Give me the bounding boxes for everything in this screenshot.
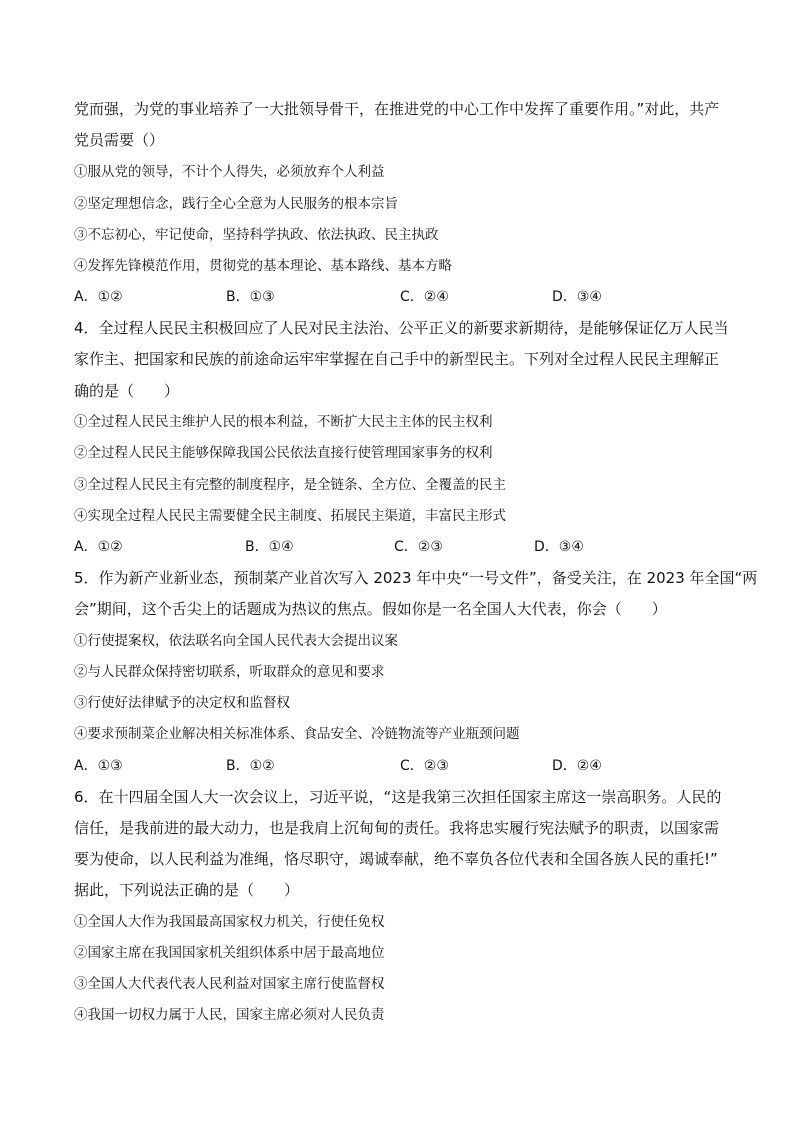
question-4-option-3: ③全过程人民民主有完整的制度程序，是全链条、全方位、全覆盖的民主 [74,477,506,493]
question-5-option-2: ②与人民群众保持密切联系，听取群众的意见和要求 [74,664,385,680]
question-3-stem-line-2: 党员需要（） [74,131,165,149]
question-4-choice-a[interactable]: A．①② [74,539,123,555]
question-5-choice-b[interactable]: B．①② [226,758,275,774]
question-3-option-1: ①服从党的领导，不计个人得失，必须放弃个人利益 [74,164,385,180]
question-3-choice-a[interactable]: A．①② [74,289,123,305]
question-3-choice-b[interactable]: B．①③ [226,289,275,305]
question-5-choice-d[interactable]: D．②④ [552,758,602,774]
question-3-option-3: ③不忘初心，牢记使命，坚持科学执政、依法执政、民主执政 [74,227,439,243]
question-4-option-4: ④实现全过程人民民主需要健全民主制度、拓展民主渠道，丰富民主形式 [74,508,506,524]
question-3-stem-line-1: 党而强，为党的事业培养了一大批领导骨干，在推进党的中心工作中发挥了重要作用。”对此，共产 [74,100,720,118]
question-4-stem-line-1: 4．全过程人民民主积极回应了人民对民主法治、公平正义的新要求新期待，是能够保证亿万人民当 [74,319,729,337]
question-6-stem-line-4: 据此，下列说法正确的是（ ） [74,881,300,899]
question-3-choices [74,286,734,308]
question-6-option-3: ③全国人大代表代表人民利益对国家主席行使监督权 [74,976,385,992]
question-6-option-4: ④我国一切权力属于人民，国家主席必须对人民负责 [74,1007,385,1023]
question-5-choice-c[interactable]: C．②③ [400,758,449,774]
question-6-option-1: ①全国人大作为我国最高国家权力机关，行使任免权 [74,914,385,930]
question-6-stem-line-3: 要为使命，以人民利益为准绳，恪尽职守，竭诚奉献，绝不辜负各位代表和全国各族人民的重托!” [74,850,718,868]
question-6-stem-line-1: 6．在十四届全国人大一次会议上，习近平说，“这是我第三次担任国家主席这一崇高职务。人民的 [74,788,722,806]
question-4-choice-b[interactable]: B．①④ [245,539,294,555]
question-5-choice-a[interactable]: A．①③ [74,758,123,774]
question-4-choice-c[interactable]: C．②③ [394,539,443,555]
question-4-option-2: ②全过程人民民主能够保障我国公民依法直接行使管理国家事务的权利 [74,445,493,461]
question-4-stem-line-2: 家作主、把国家和民族的前途命运牢牢掌握在自己手中的新型民主。下列对全过程人民民主理解正 [74,350,720,368]
question-3-option-2: ②坚定理想信念，践行全心全意为人民服务的根本宗旨 [74,196,398,212]
question-5-choices [74,755,734,777]
question-3-choice-c[interactable]: C．②④ [400,289,449,305]
question-5-stem-line-2: 会”期间，这个舌尖上的话题成为热议的焦点。假如你是一名全国人大代表，你会（ ） [74,600,667,618]
question-3-option-4: ④发挥先锋模范作用，贯彻党的基本理论、基本路线、基本方略 [74,258,452,274]
question-4-choices [74,536,734,558]
question-4-choice-d[interactable]: D．③④ [534,539,584,555]
question-4-option-1: ①全过程人民民主维护人民的根本利益，不断扩大民主主体的民主权利 [74,414,493,430]
question-5-stem-line-1: 5．作为新产业新业态，预制菜产业首次写入 2023 年中央“一号文件”，备受关注，在 2023 年全国“两 [74,569,758,587]
question-3-choice-d[interactable]: D．③④ [552,289,602,305]
question-5-option-3: ③行使好法律赋予的决定权和监督权 [74,695,290,711]
question-6-stem-line-2: 信任，是我前进的最大动力，也是我肩上沉甸甸的责任。我将忠实履行宪法赋予的职责，以国家需 [74,819,720,837]
question-5-option-1: ①行使提案权，依法联名向全国人民代表大会提出议案 [74,633,398,649]
question-5-option-4: ④要求预制菜企业解决相关标准体系、食品安全、冷链物流等产业瓶颈问题 [74,726,520,742]
question-6-option-2: ②国家主席在我国国家机关组织体系中居于最高地位 [74,945,385,961]
question-4-stem-line-3: 确的是（ ） [74,382,180,400]
